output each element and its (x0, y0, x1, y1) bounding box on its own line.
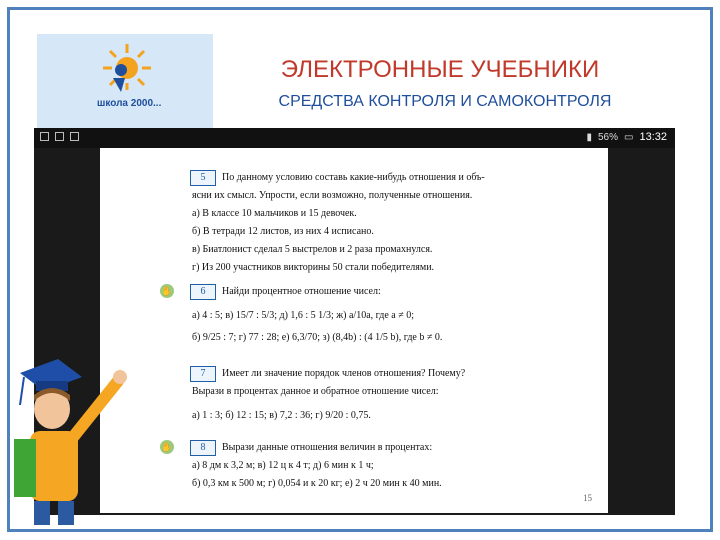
battery-icon: ▭ (624, 131, 634, 143)
task-number: 5 (190, 170, 216, 186)
task-item: г) Из 200 участников викторины 50 стали победителями. (192, 262, 435, 273)
battery-level: 56% (598, 131, 619, 143)
schoolboy-illustration (0, 355, 135, 525)
task-number: 7 (190, 366, 216, 382)
status-bar (34, 128, 675, 148)
task-text: По данному условию составь какие-нибудь отношения и объ- (222, 172, 485, 183)
notification-icon (40, 132, 49, 141)
signal-icon: ▮ (586, 131, 592, 143)
task-item: б) 0,3 км к 500 м; г) 0,054 и к 20 кг; е) 2 ч 20 мин к 40 мин. (192, 478, 442, 489)
image-icon (55, 132, 64, 141)
school-2000-logo-icon (37, 34, 213, 128)
logo-text: школа 2000... (97, 98, 162, 109)
task-text: Найди процентное отношение чисел: (222, 286, 381, 297)
task-item: а) 8 дм к 3,2 м; в) 12 ц к 4 т; д) 6 мин к 1 ч; (192, 460, 374, 471)
task-item: а) 4 : 5; в) 15/7 : 5/3; д) 1,6 : 5 1/3; ж) a/10a, где a ≠ 0; (192, 310, 414, 321)
textbook-page[interactable] (100, 148, 608, 513)
task-number: 6 (190, 284, 216, 300)
task-item: в) Биатлонист сделал 5 выстрелов и 2 раза промахнулся. (192, 244, 433, 255)
task-number: 8 (190, 440, 216, 456)
slide-title: ЭЛЕКТРОННЫЕ УЧЕБНИКИ (280, 56, 600, 83)
slide-subtitle: СРЕДСТВА КОНТРОЛЯ И САМОКОНТРОЛЯ (278, 93, 612, 110)
task-text: Вырази в процентах данное и обратное отношение чисел: (192, 386, 439, 397)
logo (37, 34, 213, 128)
task-text: Имеет ли значение порядок членов отношения? Почему? (222, 368, 466, 379)
page-number: 15 (583, 493, 592, 503)
task-item: б) 9/25 : 7; г) 77 : 28; е) 6,3/70; з) (8,4b) : (4 1/5 b), где b ≠ 0. (192, 332, 443, 343)
task-item: а) 1 : 3; б) 12 : 15; в) 7,2 : 36; г) 9/20 : 0,75. (192, 410, 371, 421)
task-item: б) В тетради 12 листов, из них 4 исписано. (192, 226, 374, 237)
task-text: ясни их смысл. Упрости, если возможно, полученные отношения. (192, 190, 473, 201)
hand-icon[interactable]: ✋ (161, 442, 173, 452)
task-item: а) В классе 10 мальчиков и 15 девочек. (192, 208, 357, 219)
hand-icon[interactable]: ✋ (161, 286, 173, 296)
bag-icon (70, 132, 79, 141)
clock: 13:32 (639, 131, 667, 143)
task-text: Вырази данные отношения величин в процентах: (222, 442, 433, 453)
